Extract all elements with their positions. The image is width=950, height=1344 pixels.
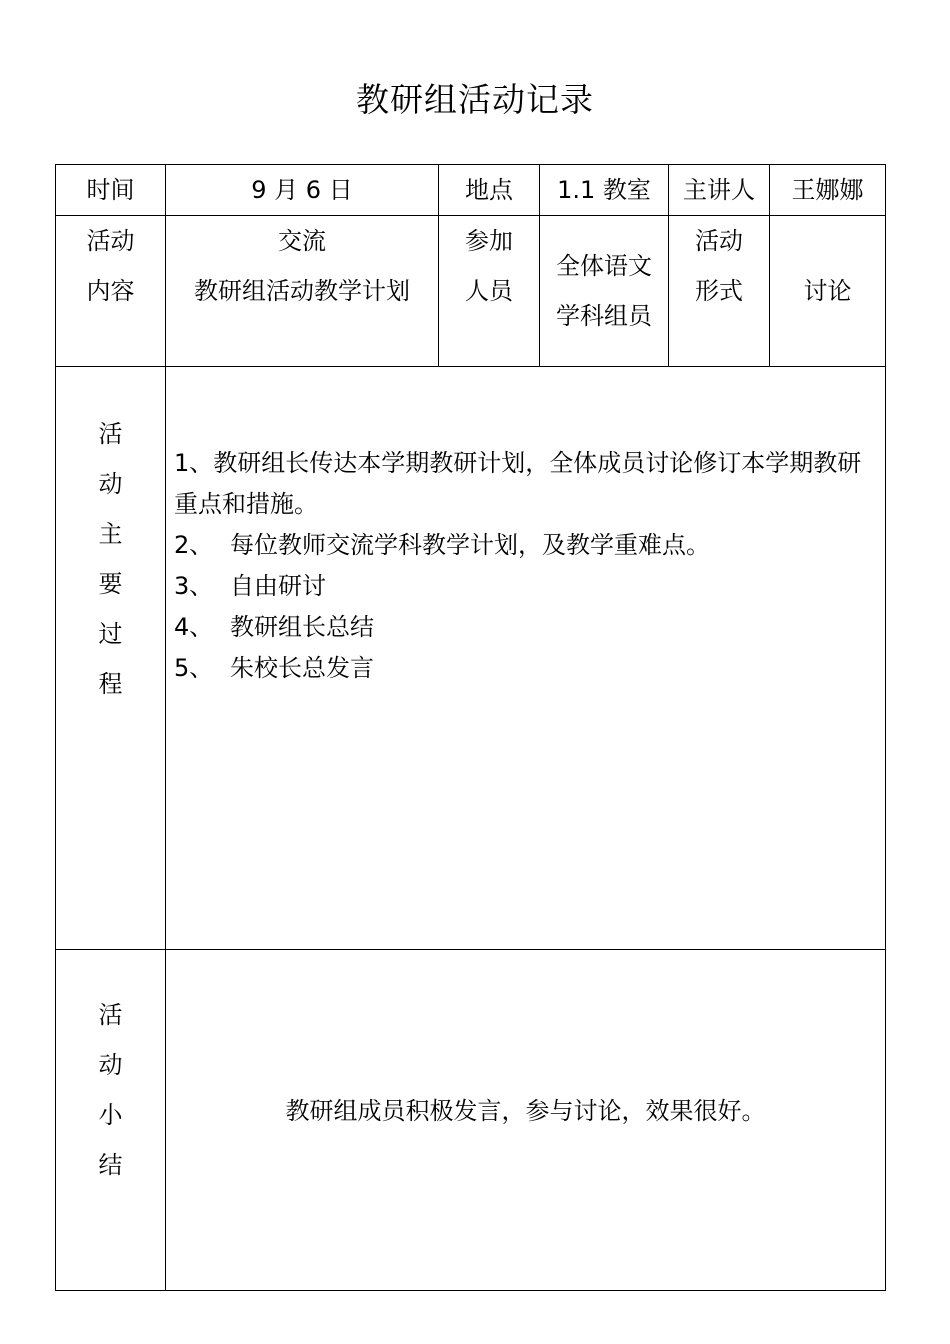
content-label-line: 内容 xyxy=(86,277,135,305)
content-value-line: 交流 xyxy=(278,227,326,255)
speaker-value: 王娜娜 xyxy=(770,165,886,216)
process-item xyxy=(174,443,877,525)
process-label xyxy=(56,367,166,950)
participants-label-line: 参加 xyxy=(465,227,513,255)
participants-label-line: 人员 xyxy=(465,277,513,305)
summary-content: 教研组成员积极发言，参与讨论，效果很好。 xyxy=(166,950,886,1291)
time-value: 9 月 6 日 xyxy=(166,165,439,216)
form-label-line: 活动 xyxy=(695,227,743,255)
time-label: 时间 xyxy=(56,165,166,216)
process-label-char: 活 xyxy=(98,420,123,448)
process-item-text: 朱校长总发言 xyxy=(230,654,374,682)
process-item-text: 教研组长总结 xyxy=(230,613,374,641)
process-label-char: 动 xyxy=(98,470,123,498)
summary-label-char: 活 xyxy=(98,1001,123,1029)
table-row xyxy=(56,950,886,1291)
process-item-number: 4、 xyxy=(174,613,214,641)
form-label xyxy=(669,216,770,367)
process-item-number: 5、 xyxy=(174,654,214,682)
participants-label xyxy=(439,216,540,367)
process-label-char: 要 xyxy=(98,570,123,598)
summary-label-char: 动 xyxy=(98,1051,123,1079)
form-value: 讨论 xyxy=(770,216,886,367)
place-value: 1.1 教室 xyxy=(540,165,669,216)
form-label-line: 形式 xyxy=(695,277,743,305)
content-label-line: 活动 xyxy=(86,227,135,255)
participants-value xyxy=(540,216,669,367)
speaker-label: 主讲人 xyxy=(669,165,770,216)
content-value xyxy=(166,216,439,367)
process-item-text: 每位教师交流学科教学计划，及教学重难点。 xyxy=(230,531,710,559)
table-row xyxy=(56,165,886,216)
process-content xyxy=(166,367,886,950)
document-title: 教研组活动记录 xyxy=(356,80,594,119)
summary-label-char: 小 xyxy=(98,1101,123,1129)
participants-value-line: 学科组员 xyxy=(556,302,652,330)
process-label-char: 过 xyxy=(98,620,123,648)
process-item xyxy=(174,566,877,607)
table-row xyxy=(56,216,886,367)
process-label-char: 主 xyxy=(98,520,123,548)
process-item-number: 2、 xyxy=(174,531,214,559)
summary-label xyxy=(56,950,166,1291)
summary-label-char: 结 xyxy=(98,1151,123,1179)
process-item-number: 3、 xyxy=(174,572,214,600)
process-item xyxy=(174,525,877,566)
process-item-text: 自由研讨 xyxy=(230,572,326,600)
process-label-char: 程 xyxy=(98,670,123,698)
process-item-text: 教研组长传达本学期教研计划，全体成员讨论修订本学期教研重点和措施。 xyxy=(174,449,862,518)
participants-value-line: 全体语文 xyxy=(556,252,652,280)
process-item xyxy=(174,648,877,689)
process-item-number: 1、 xyxy=(174,449,214,477)
content-value-line: 教研组活动教学计划 xyxy=(194,277,410,305)
place-label: 地点 xyxy=(439,165,540,216)
activity-record-table xyxy=(55,164,886,1291)
table-row xyxy=(56,367,886,950)
process-item xyxy=(174,607,877,648)
content-label xyxy=(56,216,166,367)
